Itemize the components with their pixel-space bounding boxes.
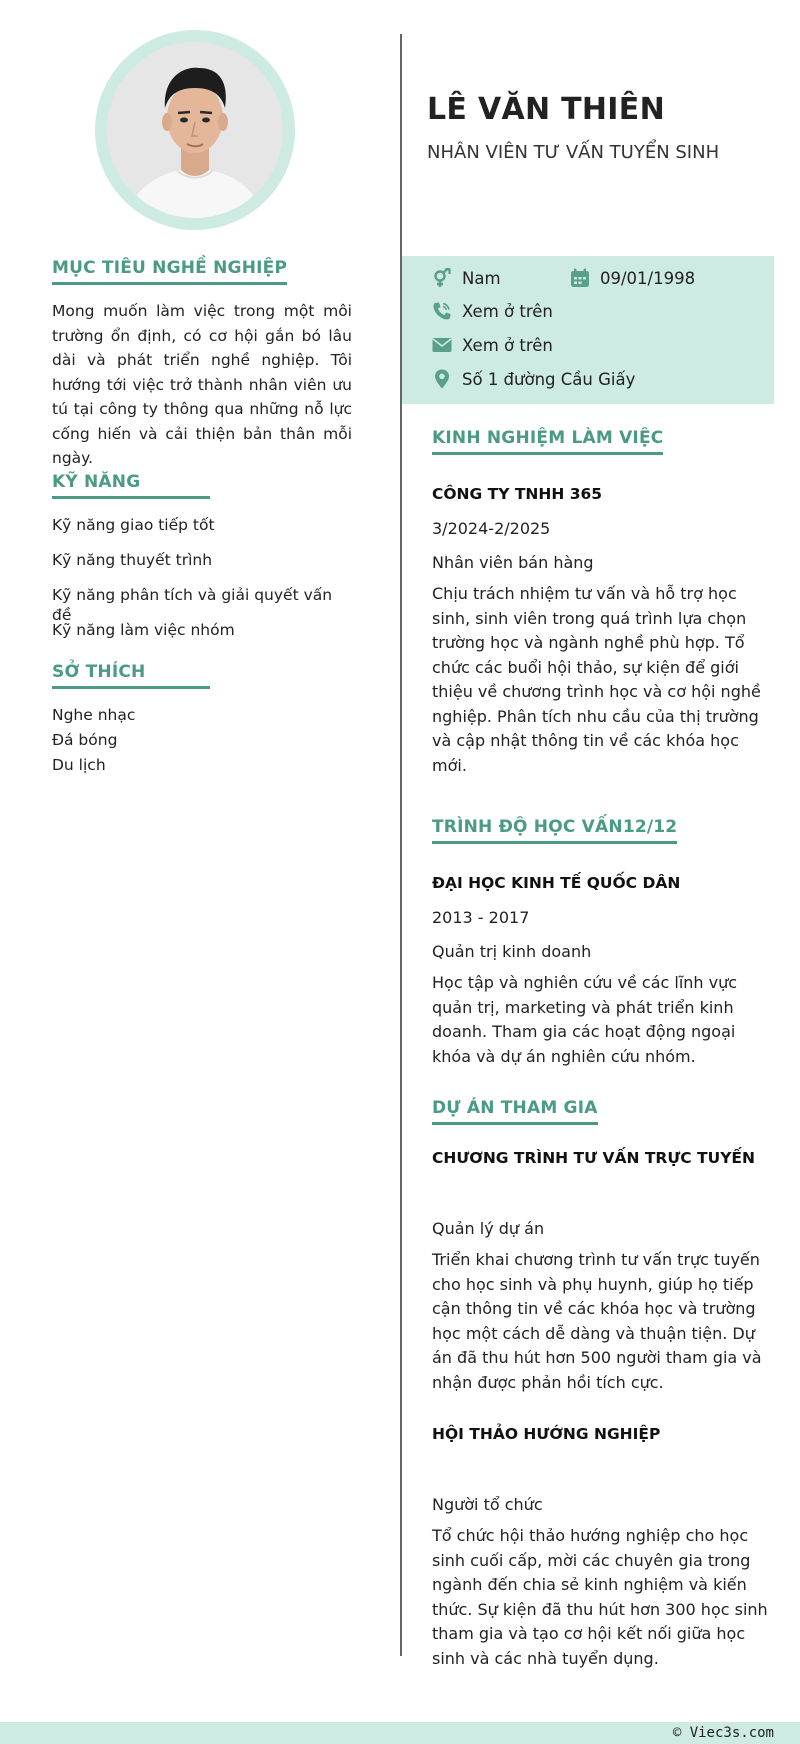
project-description: Tổ chức hội thảo hướng nghiệp cho học sinh cuối cấp, mời các chuyên gia trong ngành đến chia sẻ kinh nghiệm và kiến thức. Sự kiện đã thu hút hơn 300 học sinh tham gia và tạo cơ hội kết nối giữa học sinh và các nhà tuyển dụng.	[432, 1526, 768, 1668]
education-title: TRÌNH ĐỘ HỌC VẤN12/12	[432, 817, 677, 844]
birthdate-row	[570, 268, 695, 288]
email-row	[432, 335, 553, 355]
phone-row	[432, 301, 553, 321]
education-period: 2013 - 2017	[432, 908, 530, 927]
education-major: Quản trị kinh doanh	[432, 942, 592, 961]
job-title: NHÂN VIÊN TƯ VẤN TUYỂN SINH	[427, 142, 720, 163]
projects-section	[432, 1098, 772, 1671]
skills-title: KỸ NĂNG	[52, 472, 210, 499]
footer-bar	[0, 1722, 800, 1744]
full-name: LÊ VĂN THIÊN	[427, 92, 665, 127]
hobbies-section	[52, 662, 352, 778]
hobby-item: Du lịch	[52, 756, 106, 774]
project-item	[432, 1149, 772, 1395]
education-description: Học tập và nghiên cứu về các lĩnh vực quản trị, marketing và phát triển kinh doanh. Tham gia các hoạt động ngoại khóa và dự án nghiên cứu nhóm.	[432, 973, 738, 1066]
project-name: HỘI THẢO HƯỚNG NGHIỆP	[432, 1425, 661, 1443]
objective-text: Mong muốn làm việc trong một môi trường ổn định, có cơ hội gắn bó lâu dài và phát triển nghề nghiệp. Tôi hướng tới việc trở thành nhân viên ưu tú tại công ty thông qua những nỗ lực cống hiến và cải thiện bản thân mỗi ngày.	[52, 302, 352, 467]
skill-item: Kỹ năng thuyết trình	[52, 551, 213, 569]
hobby-item: Nghe nhạc	[52, 706, 136, 724]
phone-icon	[432, 301, 452, 321]
address-row	[432, 369, 635, 389]
project-name: CHƯƠNG TRÌNH TƯ VẤN TRỰC TUYẾN	[432, 1149, 755, 1167]
footer-watermark: © Viec3s.com	[672, 1725, 774, 1741]
person-photo-icon	[107, 42, 283, 218]
project-role: Quản lý dự án	[432, 1219, 545, 1238]
objective-section	[52, 258, 352, 471]
avatar	[107, 42, 283, 218]
email-value: Xem ở trên	[462, 335, 553, 355]
location-pin-icon	[432, 369, 452, 389]
project-role: Người tổ chức	[432, 1495, 543, 1514]
project-item	[432, 1425, 772, 1671]
phone-value: Xem ở trên	[462, 301, 553, 321]
projects-title: DỰ ÁN THAM GIA	[432, 1098, 598, 1125]
address-value: Số 1 đường Cầu Giấy	[462, 369, 636, 389]
hobbies-title: SỞ THÍCH	[52, 662, 210, 689]
experience-description: Chịu trách nhiệm tư vấn và hỗ trợ học sinh, sinh viên trong quá trình lựa chọn trường học và ngành nghề phù hợp. Tổ chức các buổi hội thảo, sự kiện để giới thiệu về chương trình học và cơ hội nghề nghiệp. Phân tích nhu cầu của thị trường và cập nhật thông tin về các khóa học mới.	[432, 584, 761, 775]
education-section	[432, 817, 772, 1069]
gender-value: Nam	[462, 268, 501, 288]
hobby-item: Đá bóng	[52, 731, 118, 749]
experience-company: CÔNG TY TNHH 365	[432, 485, 603, 503]
experience-position: Nhân viên bán hàng	[432, 553, 594, 572]
contact-box	[402, 256, 774, 404]
skill-item: Kỹ năng giao tiếp tốt	[52, 516, 215, 534]
objective-title: MỤC TIÊU NGHỀ NGHIỆP	[52, 258, 287, 285]
experience-period: 3/2024-2/2025	[432, 519, 551, 538]
gender-row	[432, 268, 501, 288]
gender-icon	[432, 268, 452, 288]
calendar-icon	[570, 268, 590, 288]
birthdate-value: 09/01/1998	[600, 268, 696, 288]
experience-title: KINH NGHIỆM LÀM VIỆC	[432, 428, 663, 455]
skill-item: Kỹ năng làm việc nhóm	[52, 621, 235, 639]
project-description: Triển khai chương trình tư vấn trực tuyến cho học sinh và phụ huynh, giúp họ tiếp cận thông tin về các khóa học và trường học một cách dễ dàng và thuận tiện. Dự án đã thu hút hơn 500 người tham gia và nhận được phản hồi tích cực.	[432, 1250, 762, 1392]
education-school: ĐẠI HỌC KINH TẾ QUỐC DÂN	[432, 874, 681, 892]
envelope-icon	[432, 335, 452, 355]
skill-item: Kỹ năng phân tích và giải quyết vấn đề	[52, 586, 333, 624]
experience-section	[432, 428, 772, 778]
avatar-ring	[95, 30, 295, 230]
skills-section	[52, 472, 352, 655]
